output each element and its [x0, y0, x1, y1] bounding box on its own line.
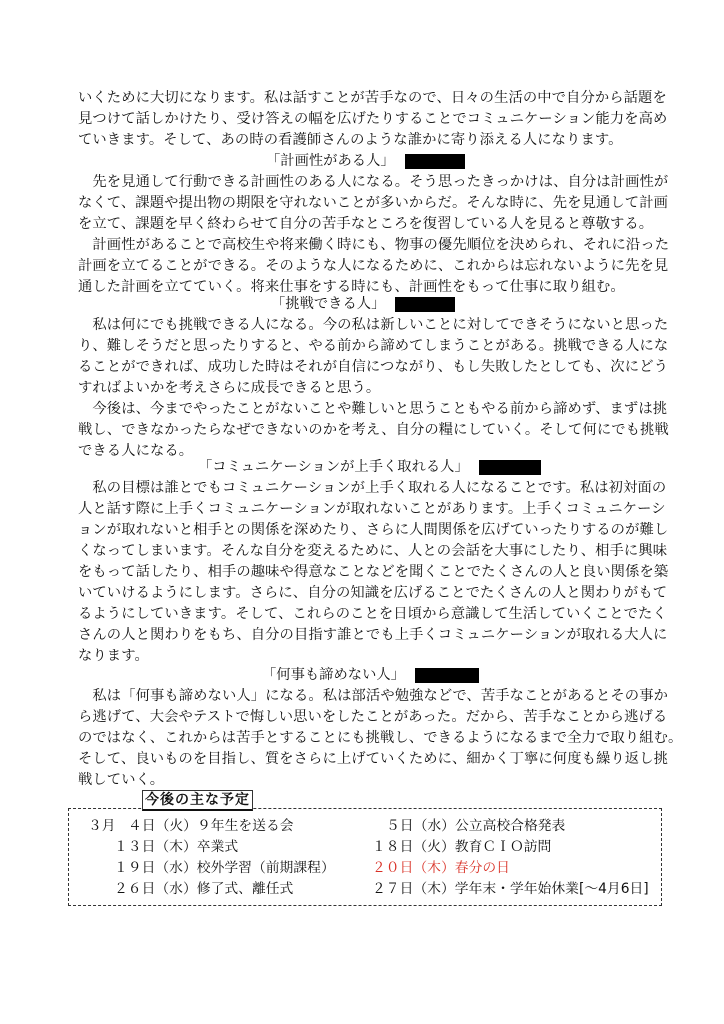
- body-line: 先を見通して行動できる計画性のある人になる。そう思ったきっかけは、自分は計画性が: [78, 174, 669, 190]
- body-line: ることができれば、成功した時はそれが自信につながり、もし失敗したとしても、次にどう: [78, 359, 668, 375]
- schedule-item: ２７日（木）学年末・学年始休業[～4月6日]: [372, 881, 649, 897]
- body-line: ていきます。そして、あの時の看護師さんのような誰かに寄り添える人になります。: [78, 132, 623, 148]
- body-line: 私は「何事も諦めない人」になる。私は部活や勉強などで、苦手なことがあるとその事か: [78, 688, 668, 704]
- body-line: いていけるようにします。さらに、自分の知識を広げることでたくさんの人と関わりがもて: [78, 585, 668, 601]
- body-line: 計画性があることで高校生や将来働く時にも、物事の優先順位を決められ、それに沿った: [78, 237, 670, 253]
- section-heading-text: 「挑戦できる人」: [271, 296, 386, 312]
- body-line: り、難しそうだと思ったりすると、やる前から諦めてしまうことがある。挑戦できる人にな: [78, 338, 669, 354]
- schedule-item: ５日（水）公立高校合格発表: [386, 818, 566, 834]
- section-heading-text: 「何事も諦めない人」: [262, 667, 405, 683]
- body-line: 私は何にでも挑戦できる人になる。今の私は新しいことに対してできそうにないと思った: [78, 317, 669, 333]
- body-line: できる人になる。: [78, 443, 194, 459]
- schedule-title: 今後の主な予定: [142, 790, 253, 811]
- body-line: すればよいかを考えさらに成長できると思う。: [78, 380, 381, 396]
- section-heading-planning: [266, 152, 465, 170]
- section-heading-never-give-up: [262, 666, 479, 684]
- schedule-item: １３日（木）卒業式: [114, 839, 239, 855]
- section-heading-challenge: [271, 295, 455, 313]
- body-line: 今後は、今までやったことがないことや難しいと思うこともやる前から諦めず、まずは挑: [78, 401, 668, 417]
- body-line: るようにしていきます。そして、これらのことを日頃から意識して生活していくことでたく: [78, 606, 667, 622]
- schedule-item-holiday: ２０日（木）春分の日: [372, 860, 510, 876]
- body-line: くなってしまいます。そんな自分を変えるために、人との会話を大事にしたり、相手に興味: [78, 543, 668, 559]
- body-line: のではなく、これからは苦手とすることにも挑戦し、できるようになるまで全力で取り組む。: [78, 730, 683, 746]
- body-line: 戦し、できなかったらなぜできないのかを考え、自分の糧にしていく。そして何にでも挑戦: [78, 422, 669, 438]
- section-heading-text: 「コミュニケーションが上手く取れる人」: [198, 459, 469, 475]
- body-line: 見つけて話しかけたり、受け答えの幅を広げたりすることでコミュニケーション能力を高め: [78, 111, 668, 127]
- body-line: ら逃げて、大会やテストで悔しい思いをしたことがあった。だから、苦手なことから逃げる: [78, 709, 668, 725]
- body-line: 通した計画を立てていく。将来仕事をする時にも、計画性をもって仕事に取り組む。: [78, 279, 625, 295]
- schedule-item: ２６日（水）修了式、離任式: [114, 881, 294, 897]
- body-line: なくて、課題や提出物の期限を守れないことが多いからだ。そんな時に、先を見通して計画: [78, 195, 668, 211]
- section-heading-text: 「計画性がある人」: [266, 153, 395, 169]
- body-line: そして、良いものを目指し、質をさらに上げていくために、細かく丁寧に何度も繰り返し挑: [78, 751, 668, 767]
- schedule-item: １９日（水）校外学習（前期課程）: [114, 860, 335, 876]
- body-line: をもって話したり、相手の趣味や得意なことなどを聞くことでたくさんの人と良い関係を築: [78, 564, 669, 580]
- body-line: ョンが取れないと相手との関係を深めたり、さらに人間関係を広げていったりするのが難し: [78, 522, 669, 538]
- body-line: いくために大切になります。私は話すことが苦手なので、日々の生活の中で自分から話題を: [78, 90, 667, 106]
- schedule-item: ４日（火）９年生を送る会: [128, 818, 294, 834]
- schedule-month: ３月: [88, 818, 116, 834]
- schedule-item: １８日（火）教育ＣＩＯ訪問: [372, 839, 552, 855]
- body-line: 私の目標は誰とでもコミュニケーションが上手く取れる人になることです。私は初対面の: [78, 480, 667, 496]
- redaction-block: [479, 460, 541, 475]
- redaction-block: [405, 154, 465, 169]
- section-heading-communication: [198, 458, 541, 476]
- body-line: 戦していく。: [78, 772, 165, 788]
- redaction-block: [395, 297, 455, 312]
- body-line: さんの人と関わりをもち、自分の目指す誰とでも上手くコミュニケーションが取れる大人に: [78, 627, 668, 643]
- body-line: を立て、課題を早く終わらせて自分の苦手なところを復習している人を見ると尊敬する。: [78, 216, 654, 232]
- body-line: 人と話す際に上手くコミュニケーションが取れないことがあります。上手くコミュニケーシ: [78, 501, 666, 517]
- body-line: なります。: [78, 648, 149, 664]
- redaction-block: [415, 668, 479, 683]
- body-line: 計画を立てることができる。そのような人になるために、これからは忘れないように先を見: [78, 258, 669, 274]
